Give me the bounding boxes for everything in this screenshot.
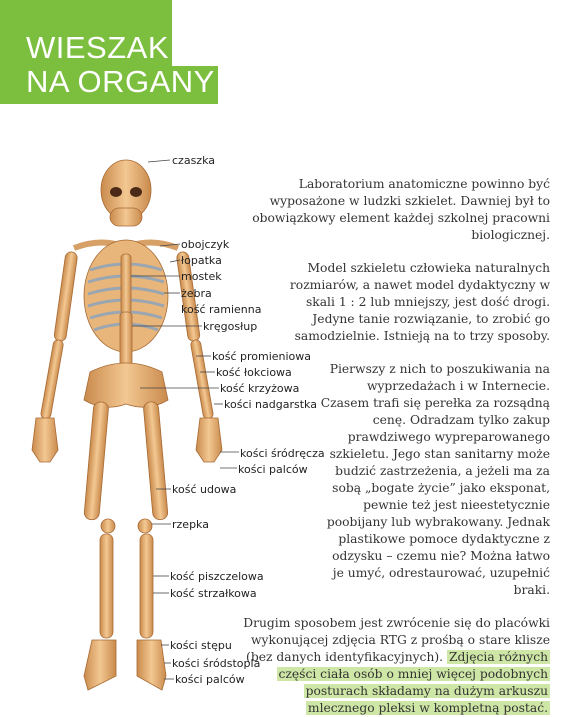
label-lopatka: łopatka: [181, 254, 222, 267]
title-line-1: WIESZAK: [26, 30, 170, 65]
label-kosc-strzalkowa: kość strzałkowa: [170, 587, 257, 600]
label-kosci-srodstopia: kości śródstopia: [172, 657, 261, 670]
paragraph-2: Model szkieletu człowieka naturalnych rozmiarów, a nawet model dydaktyczny w skali 1 : 2 lub mniejszy, jest dość drogi. Jedyne tanie rozwiązanie, to zrobić go samodzielnie. Istnieją na to trzy sposoby.: [289, 261, 550, 343]
article-column: [240, 176, 550, 717]
label-mostek: mostek: [181, 270, 222, 283]
label-kosc-krzyzowa: kość krzyżowa: [220, 382, 300, 395]
label-kosc-piszczelowa: kość piszczelowa: [170, 570, 264, 583]
title-line-2: NA ORGANY: [26, 64, 215, 99]
label-kosc-promieniowa: kość promieniowa: [212, 350, 312, 363]
label-kosc-ramienna: kość ramienna: [181, 303, 262, 316]
paragraph-4-highlight: Zdjęcia różnych części ciała osób o mniej więcej podobnych posturach składamy na dużym arkuszu mlecznego pleksi w kompletną postać.: [278, 650, 548, 715]
label-kosci-srodrecza: kości śródręcza: [240, 447, 325, 460]
paragraph-4-plain: Drugim sposobem jest zwrócenie się do placówki wykonującej zdjęcia RTG z prośbą o stare klisze (bez danych identyfikacyjnych).: [243, 616, 550, 664]
label-kosci-palcow-stopa: kości palców: [175, 673, 245, 686]
label-rzepka: rzepka: [172, 518, 209, 531]
label-kosci-nadgarstka: kości nadgarstka: [224, 398, 317, 411]
paragraph-1: Laboratorium anatomiczne powinno być wyposażone w ludzki szkielet. Dawniej był to obowiązkowy element każdej szkolnej pracowni biologicznej.: [252, 177, 550, 242]
label-kosci-stepu: kości stępu: [170, 639, 232, 652]
label-czaszka: czaszka: [172, 154, 215, 167]
paragraph-3: Pierwszy z nich to poszukiwania na wyprzedażach i w Internecie. Czasem trafi się perełka za rozsądną cenę. Odradzam tylko zakup prawdziwego wypreparowanego szkieletu. Jego stan sanitarny może budzić zastrzeżenia, a jeżeli ma za sobą „bogate życie” jako eksponat, pewnie też jest nieestetycznie poobijany lub wybrakowany. Jednak plastikowe pomoce dydaktyczne z odzysku – czemu nie? Można łatwo je umyć, odrestaurować, uzupełnić braki.: [320, 362, 550, 597]
label-kosc-udowa: kość udowa: [172, 483, 237, 496]
label-obojczyk: obojczyk: [181, 238, 230, 251]
label-kosci-palcow-reka: kości palców: [238, 463, 308, 476]
label-kosc-lokciowa: kość łokciowa: [216, 366, 292, 379]
paragraph-4: [240, 615, 550, 717]
label-zebra: żebra: [181, 287, 212, 300]
label-kregoslup: kręgosłup: [203, 320, 258, 333]
